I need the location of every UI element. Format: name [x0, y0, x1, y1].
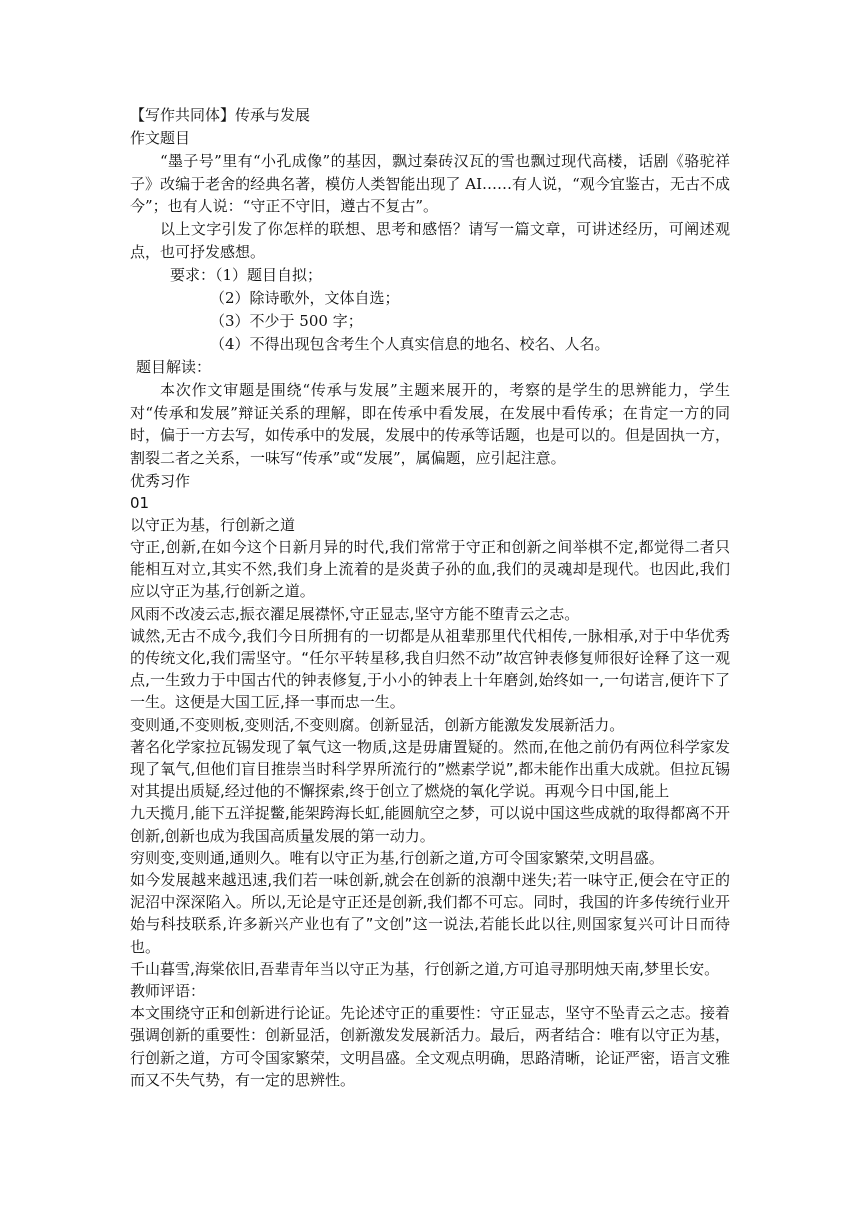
review-text: 本文围绕守正和创新进行论证。先论述守正的重要性：守正显志，坚守不坠青云之志。接着强调创新的重要性：创新显活，创新激发发展新活力。最后，两者结合：唯有以守正为基，行创新之道，方可令国家繁荣，文明昌盛。全文观点明确，思路清晰，论证严密，语言文雅而又不失气势，有一定的思辨性。	[130, 1004, 731, 1089]
essay-paragraph: 著名化学家拉瓦锡发现了氧气这一物质,这是毋庸置疑的。然而,在他之前仍有两位科学家发现了氧气,但他们盲目推崇当时科学界所流行的”燃素学说”,都未能作出重大成就。但拉瓦锡对其提出质疑,经过他的不懈探索,终于创立了燃烧的氧化学说。再观今日中国,能上	[130, 737, 730, 801]
essay-number: 01	[130, 494, 150, 512]
essay-paragraph: 守正,创新,在如今这个日新月异的时代,我们常常于守正和创新之间举棋不定,都觉得二者只能相互对立,其实不然,我们身上流着的是炎黄子孙的血,我们的灵魂却是现代。也因此,我们应以守正为基,行创新之道。	[130, 538, 730, 601]
essay-paragraph: 穷则变,变则通,通则久。唯有以守正为基,行创新之道,方可令国家繁荣,文明昌盛。	[130, 848, 664, 867]
analysis-text: 本次作文审题是围绕“传承与发展”主题来展开的，考察的是学生的思辨能力，学生对“传承和发展”辩证关系的理解，即在传承中看发展，在发展中看传承；在肯定一方的同时，偏于一方去写，如传承中的发展，发展中的传承等话题，也是可以的。但是固执一方，割裂二者之关系，一味写“传承”或“发展”，属偏题，应引起注意。	[130, 381, 731, 467]
prompt-question: 以上文字引发了你怎样的联想、思考和感悟？请写一篇文章，可讲述经历，可阐述观点，也可抒发感想。	[130, 220, 730, 261]
prompt-paragraph: “墨子号”里有“小孔成像”的基因，飘过秦砖汉瓦的雪也飘过现代高楼，话剧《骆驼祥子》改编于老舍的经典名著，模仿人类智能出现了 AI……有人说，“观今宜鉴古，无古不成今”；也有人说：“守正不守旧，遵古不复古”。	[130, 152, 730, 215]
essay-body	[130, 536, 730, 1091]
essay-paragraph: 变则通,不变则板,变则活,不变则腐。创新显活，创新方能激发发展新活力。	[130, 715, 625, 734]
prompt-block	[130, 150, 730, 218]
essay-paragraph: 千山暮雪,海棠依旧,吾辈青年当以守正为基，行创新之道,方可追寻那明烛天南,梦里长安。	[130, 959, 720, 978]
review-label: 教师评语：	[130, 982, 206, 1001]
essay-paragraph: 诚然,无古不成今,我们今日所拥有的一切都是从祖辈那里代代相传,一脉相承,对于中华优秀的传统文化,我们需坚守。“任尔平转星移,我自归然不动”故宫钟表修复师很好诠释了这一观点,一生致力于中国古代的钟表修复,于小小的钟表上十年磨剑,始终如一,一句诺言,便许下了一生。这便是大国工匠,择一事而忠一生。	[130, 626, 730, 712]
section-topic-heading: 作文题目	[130, 129, 191, 147]
prompt-question-block	[130, 218, 730, 263]
requirement-2: （2）除诗歌外，文体自选；	[210, 289, 400, 307]
essay-paragraph: 九天揽月,能下五洋捉鳖,能架跨海长虹,能圆航空之梦，可以说中国这些成就的取得都离不开创新,创新也成为我国高质量发展的第一动力。	[130, 804, 730, 845]
essay-title: 以守正为基，行创新之道	[130, 516, 296, 534]
requirement-3: （3）不少于 500 字；	[210, 312, 363, 330]
requirement-1: 要求：（1）题目自拟；	[170, 266, 323, 284]
analysis-block	[130, 379, 730, 469]
analysis-label: 题目解读：	[136, 358, 212, 376]
essay-paragraph: 风雨不改凌云志,振衣濯足展襟怀,守正显志,坚守方能不堕青云之志。	[130, 604, 580, 623]
requirement-4: （4）不得出现包含考生个人真实信息的地名、校名、人名。	[210, 335, 610, 353]
essay-section-label: 优秀习作	[130, 472, 191, 490]
essay-paragraph: 如今发展越来越迅速,我们若一味创新,就会在创新的浪潮中迷失;若一味守正,便会在守正的泥沼中深深陷入。所以,无论是守正还是创新,我们都不可忘。同时，我国的许多传统行业开始与科技联系,许多新兴产业也有了”文创”这一说法,若能长此以往,则国家复兴可计日而待也。	[130, 871, 730, 956]
document-title: 【写作共同体】传承与发展	[130, 106, 311, 124]
